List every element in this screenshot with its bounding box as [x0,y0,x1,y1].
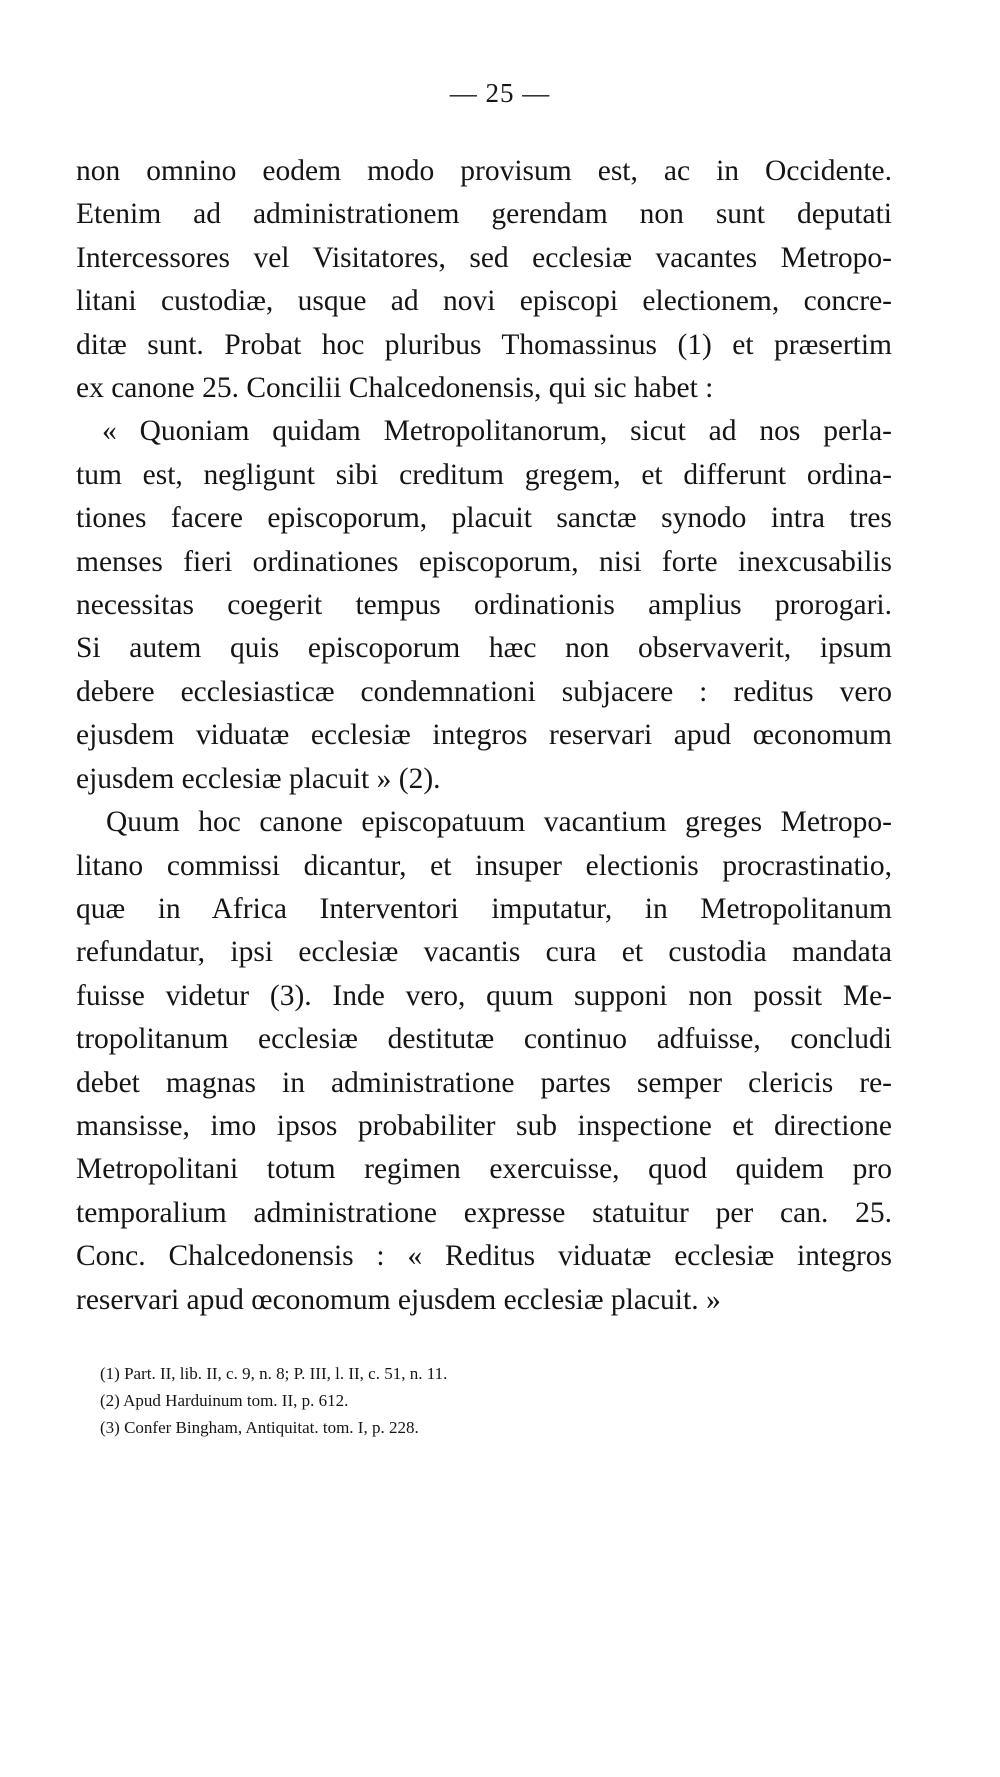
text-line: debere ecclesiasticæ condemnationi subjacere : reditus vero [76,675,892,708]
text-line: Si autem quis episcoporum hæc non observaverit, ipsum [76,632,892,665]
text-line: Conc. Chalcedonensis : « Reditus viduatæ ecclesiæ integros [76,1240,892,1273]
footnote-2: (2) Apud Harduinum tom. II, p. 612. [100,1391,349,1410]
footnote-3: (3) Confer Bingham, Antiquitat. tom. I, p. 228. [100,1418,419,1437]
text-line: debet magnas in administratione partes semper clericis re- [76,1066,892,1099]
text-line: tum est, negligunt sibi creditum gregem, et differunt ordina- [76,458,892,491]
paragraph-1 [76,150,892,410]
text-line: litani custodiæ, usque ad novi episcopi electionem, concre- [76,285,892,318]
text-line: temporalium administratione expresse statuitur per can. 25. [76,1196,892,1229]
text-line: ejusdem ecclesiæ placuit » (2). [76,762,441,795]
text-line: menses fieri ordinationes episcoporum, nisi forte inexcusabilis [76,545,892,578]
text-line: reservari apud œconomum ejusdem ecclesiæ placuit. » [76,1283,721,1316]
text-line: ditæ sunt. Probat hoc pluribus Thomassinus (1) et præsertim [76,328,892,361]
text-line: quæ in Africa Interventori imputatur, in Metropolitanum [76,892,892,925]
text-line: ex canone 25. Concilii Chalcedonensis, qui sic habet : [76,372,714,405]
text-line: « Quoniam quidam Metropolitanorum, sicut ad nos perla- [102,415,892,448]
text-line: ejusdem viduatæ ecclesiæ integros reservari apud œconomum [76,719,892,752]
text-line: fuisse videtur (3). Inde vero, quum supponi non possit Me- [76,979,892,1012]
text-line: Intercessores vel Visitatores, sed ecclesiæ vacantes Metropo- [76,241,892,274]
paragraph-quotation [76,410,892,801]
paragraph-3 [76,801,892,1322]
page-number: — 25 — [449,78,551,108]
text-line: Etenim ad administrationem gerendam non sunt deputati [76,198,892,231]
body-text [76,150,892,1322]
footnote-1: (1) Part. II, lib. II, c. 9, n. 8; P. III, l. II, c. 51, n. 11. [100,1364,448,1383]
text-line: non omnino eodem modo provisum est, ac in Occidente. [76,155,892,187]
text-line: mansisse, imo ipsos probabiliter sub inspectione et directione [76,1109,892,1142]
footnotes [100,1360,800,1441]
text-line: tiones facere episcoporum, placuit sanctæ synodo intra tres [76,502,892,535]
text-line: tropolitanum ecclesiæ destitutæ continuo adfuisse, concludi [76,1023,892,1056]
text-line: Quum hoc canone episcopatuum vacantium greges Metropo- [106,806,892,839]
text-line: litano commissi dicantur, et insuper electionis procrastinatio, [76,849,892,882]
text-line: necessitas coegerit tempus ordinationis amplius prorogari. [76,589,892,622]
text-line: refundatur, ipsi ecclesiæ vacantis cura et custodia mandata [76,936,892,969]
text-line: Metropolitani totum regimen exercuisse, quod quidem pro [76,1153,892,1186]
